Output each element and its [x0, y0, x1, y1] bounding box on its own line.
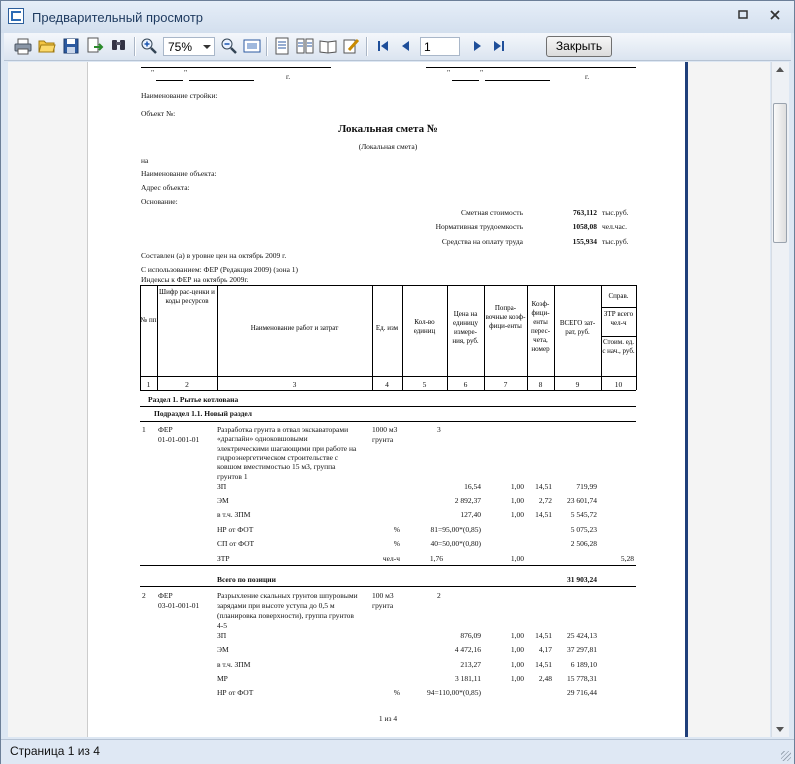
item-name-line: грунтов 1 — [217, 471, 248, 481]
header-qty: Кол-во единиц — [413, 318, 436, 335]
header-name: Наименование работ и затрат — [250, 324, 339, 332]
column-number: 2 — [185, 380, 189, 389]
item-code: 01-01-001-01 — [158, 435, 200, 444]
table-column-border — [217, 285, 218, 390]
resource-total: 25 424,13 — [567, 631, 597, 640]
address-label: Адрес объекта: — [141, 183, 190, 192]
sign-year: г. — [585, 72, 590, 81]
item-name-line: Разработка грунта в отвал экскаваторами — [217, 425, 349, 434]
summary-unit: тыс.руб. — [602, 237, 629, 246]
na-label: на — [141, 156, 149, 165]
resource-corr: 1,00 — [510, 660, 524, 669]
item-unit: грунта — [372, 601, 394, 610]
summary-label: Сметная стоимость — [460, 208, 523, 217]
summary-value: 763,112 — [573, 208, 597, 217]
resource-coef: 2,72 — [538, 496, 552, 505]
title-bar — [1, 1, 794, 33]
header-total: ВСЕГО зат-рат, руб. — [559, 319, 596, 336]
preview-viewport[interactable] — [8, 62, 770, 737]
scroll-down-icon[interactable] — [776, 727, 784, 732]
resource-name: МР — [217, 674, 228, 683]
item-qty: 2 — [437, 591, 441, 600]
column-number: 5 — [422, 380, 427, 389]
first-page-icon[interactable] — [374, 37, 392, 55]
item-name-line: зарядами при высоте уступа до 0,5 м — [217, 601, 335, 610]
resource-corr: 1,00 — [510, 554, 524, 563]
resource-unit: % — [393, 525, 400, 534]
header-cost: Стоим. ед. с нач., руб. — [602, 338, 635, 355]
column-number: 7 — [503, 380, 508, 389]
item-name-line: электрическими шагающими при работе на — [217, 443, 357, 453]
resource-price: 16,54 — [464, 482, 481, 491]
item-unit: грунта — [372, 435, 394, 444]
header-num: № пп — [140, 316, 157, 324]
scroll-up-icon[interactable] — [776, 67, 784, 72]
item-total-label: Всего по позиции — [217, 575, 276, 584]
item-qty: 3 — [437, 425, 441, 434]
table-numbers-border — [140, 390, 636, 391]
sign-year: г. — [286, 72, 291, 81]
book-icon[interactable] — [319, 37, 337, 55]
resource-price: 4 472,16 — [454, 645, 481, 654]
resource-coef: 4,17 — [538, 645, 552, 654]
resource-coef: 2,48 — [538, 674, 552, 683]
resource-coef: 14,51 — [535, 631, 552, 640]
section-title: Раздел 1. Рытье котлована — [148, 395, 239, 404]
save-icon[interactable] — [62, 37, 80, 55]
item-name-line: (планировка поверхности), группа грунтов — [217, 611, 354, 620]
header-coef: Коэф-фици-енты перес-чета, номер — [530, 300, 551, 353]
edit-icon[interactable] — [342, 37, 360, 55]
resource-total: 15 778,31 — [567, 674, 597, 683]
page-number-input[interactable]: 1 — [420, 37, 460, 56]
using-note: С использованием: ФЕР (Редакция 2009) (зона 1) — [141, 265, 299, 274]
resource-total: 719,99 — [576, 482, 597, 491]
resource-price: 40=50,00*(0,80) — [430, 539, 481, 548]
item-border — [140, 565, 636, 566]
compiled-note: Составлен (а) в уровне цен на октябрь 2009 г. — [141, 251, 287, 260]
column-number: 3 — [292, 380, 297, 389]
object-no-label: Объект №: — [141, 109, 176, 118]
basis-label: Основание: — [141, 197, 178, 206]
table-column-border — [402, 285, 403, 390]
sign-date-line — [485, 80, 550, 81]
item-number: 1 — [142, 425, 146, 434]
resource-name: СП от ФОТ — [217, 539, 255, 548]
subsection-title: Подраздел 1.1. Новый раздел — [154, 409, 252, 418]
item-number: 2 — [142, 591, 146, 600]
sign-quote: " — [480, 68, 484, 77]
item-unit: 100 м3 — [372, 591, 394, 600]
sign-line-right — [426, 67, 636, 68]
resource-name: в т.ч. ЗПМ — [217, 510, 251, 519]
print-icon[interactable] — [14, 37, 32, 55]
toolbar — [4, 33, 791, 61]
scroll-thumb[interactable] — [773, 103, 787, 243]
resource-qty: 1,76 — [429, 554, 443, 563]
resource-total: 6 189,10 — [570, 660, 597, 669]
resource-price: 2 892,37 — [454, 496, 481, 505]
subsection-border — [140, 421, 636, 422]
table-header-border — [140, 376, 636, 377]
status-bar — [1, 739, 794, 764]
column-number: 1 — [146, 380, 151, 389]
resource-ztr: 5,28 — [620, 554, 634, 563]
resource-price: 94=110,00*(0,85) — [427, 688, 481, 697]
summary-label: Средства на оплату труда — [441, 237, 523, 246]
document-subtitle: (Локальная смета) — [358, 142, 418, 151]
summary-value: 1058,08 — [572, 222, 597, 231]
prev-page-icon[interactable] — [397, 37, 415, 55]
summary-unit: чел.час. — [602, 222, 628, 231]
resource-name: ЗТР — [217, 554, 230, 563]
resource-unit: чел-ч — [382, 554, 400, 563]
resource-total: 5 075,23 — [570, 525, 597, 534]
resource-coef: 14,51 — [535, 510, 552, 519]
header-corr: Попра-вочные коэф-фици-енты — [485, 304, 526, 330]
item-name-line: Разрыхление скальных грунтов шпуровыми — [217, 591, 358, 600]
resource-name: ЭМ — [217, 645, 229, 654]
resource-corr: 1,00 — [510, 496, 524, 505]
resource-corr: 1,00 — [510, 510, 524, 519]
table-column-border — [140, 285, 141, 390]
resource-corr: 1,00 — [510, 482, 524, 491]
item-border — [140, 586, 636, 587]
resource-total: 5 545,72 — [570, 510, 597, 519]
column-number: 8 — [538, 380, 543, 389]
last-page-icon[interactable] — [490, 37, 508, 55]
sign-line-left — [141, 67, 331, 68]
resource-total: 29 716,44 — [567, 688, 597, 697]
column-number: 6 — [463, 380, 468, 389]
header-ref: Справ. — [608, 292, 629, 300]
resource-price: 81=95,00*(0,85) — [430, 525, 481, 534]
header-price: Цена на единицу измере-ния, руб. — [452, 310, 479, 345]
resource-coef: 14,51 — [535, 482, 552, 491]
resource-price: 3 181,11 — [455, 674, 481, 683]
sign-date-line — [189, 80, 254, 81]
resource-total: 37 297,81 — [567, 645, 597, 654]
zoom-select[interactable] — [163, 37, 215, 56]
next-page-icon[interactable] — [468, 37, 486, 55]
sign-quote: " — [184, 68, 188, 77]
resource-name: ЭМ — [217, 496, 229, 505]
construction-label: Наименование стройки: — [141, 91, 218, 100]
ref-divider — [601, 336, 636, 337]
resource-price: 213,27 — [460, 660, 481, 669]
header-ztr: ЗТР всего чел-ч — [603, 310, 634, 327]
resource-price: 127,40 — [460, 510, 481, 519]
item-code: ФЕР — [158, 591, 173, 600]
object-name-label: Наименование объекта: — [141, 169, 217, 178]
app-icon — [8, 8, 24, 24]
resource-unit: % — [393, 688, 400, 697]
resource-total: 2 506,28 — [570, 539, 597, 548]
item-code: ФЕР — [158, 425, 173, 434]
zoom-out-icon[interactable] — [220, 37, 238, 55]
resource-corr: 1,00 — [510, 645, 524, 654]
close-window-icon[interactable] — [767, 9, 783, 23]
item-total-value: 31 903,24 — [567, 575, 597, 584]
open-folder-icon[interactable] — [38, 37, 56, 55]
sign-date-line — [452, 80, 479, 81]
resource-name: в т.ч. ЗПМ — [217, 660, 251, 669]
table-column-border — [554, 285, 555, 390]
resource-name: НР от ФОТ — [217, 525, 254, 534]
export-icon[interactable] — [86, 37, 104, 55]
indices-note: Индексы к ФЕР на октябрь 2009г. — [141, 275, 249, 284]
one-page-icon[interactable] — [273, 37, 291, 55]
page-footer: 1 из 4 — [378, 714, 398, 723]
item-name-line: «драглайн» одноковшовыми — [217, 434, 308, 444]
chevron-down-icon — [203, 45, 211, 49]
summary-unit: тыс.руб. — [602, 208, 629, 217]
summary-value: 155,934 — [572, 237, 597, 246]
column-number: 10 — [614, 380, 623, 389]
resource-coef: 14,51 — [535, 660, 552, 669]
header-unit: Ед. изм — [375, 324, 399, 332]
resource-corr: 1,00 — [510, 631, 524, 640]
restore-icon[interactable] — [735, 9, 751, 23]
two-pages-icon[interactable] — [296, 37, 314, 55]
ref-divider — [601, 307, 636, 308]
resource-name: ЗП — [217, 631, 227, 640]
summary-label: Нормативная трудоемкость — [435, 222, 523, 231]
item-name-line: гидроэнергетическом строительстве с — [217, 452, 339, 462]
vertical-scrollbar[interactable] — [771, 62, 789, 737]
header-code: Шифр рас-ценки и коды ресурсов — [159, 288, 215, 305]
document-page — [87, 62, 688, 737]
sign-quote: " — [151, 68, 155, 77]
document-title: Локальная смета № — [338, 123, 438, 135]
item-unit: 1000 м3 — [372, 425, 398, 434]
resource-unit: % — [393, 539, 400, 548]
zoom-value: 75% — [168, 40, 193, 54]
window-title: Предварительный просмотр — [32, 10, 204, 25]
resource-corr: 1,00 — [510, 674, 524, 683]
find-icon[interactable] — [110, 37, 128, 55]
resource-name: НР от ФОТ — [217, 688, 254, 697]
resource-name: ЗП — [217, 482, 227, 491]
resource-price: 876,09 — [460, 631, 481, 640]
table-top-border — [140, 285, 636, 286]
item-code: 03-01-001-01 — [158, 601, 200, 610]
column-number: 4 — [385, 380, 389, 389]
page-status: Страница 1 из 4 — [10, 744, 100, 758]
table-column-border — [636, 285, 637, 390]
table-column-border — [484, 285, 485, 390]
section-border — [140, 406, 636, 407]
item-name-line: 4-5 — [217, 621, 227, 630]
resource-total: 23 601,74 — [567, 496, 597, 505]
sign-date-line — [156, 80, 183, 81]
resize-grip-icon[interactable] — [781, 751, 791, 761]
table-column-border — [372, 285, 373, 390]
column-number: 9 — [575, 380, 580, 389]
fit-page-icon[interactable] — [243, 37, 261, 55]
close-button[interactable]: Закрыть — [546, 36, 612, 57]
sign-quote: " — [447, 68, 451, 77]
item-name-line: ковшом вместимостью 15 м3, группа — [217, 462, 336, 472]
zoom-in-icon[interactable] — [140, 37, 158, 55]
